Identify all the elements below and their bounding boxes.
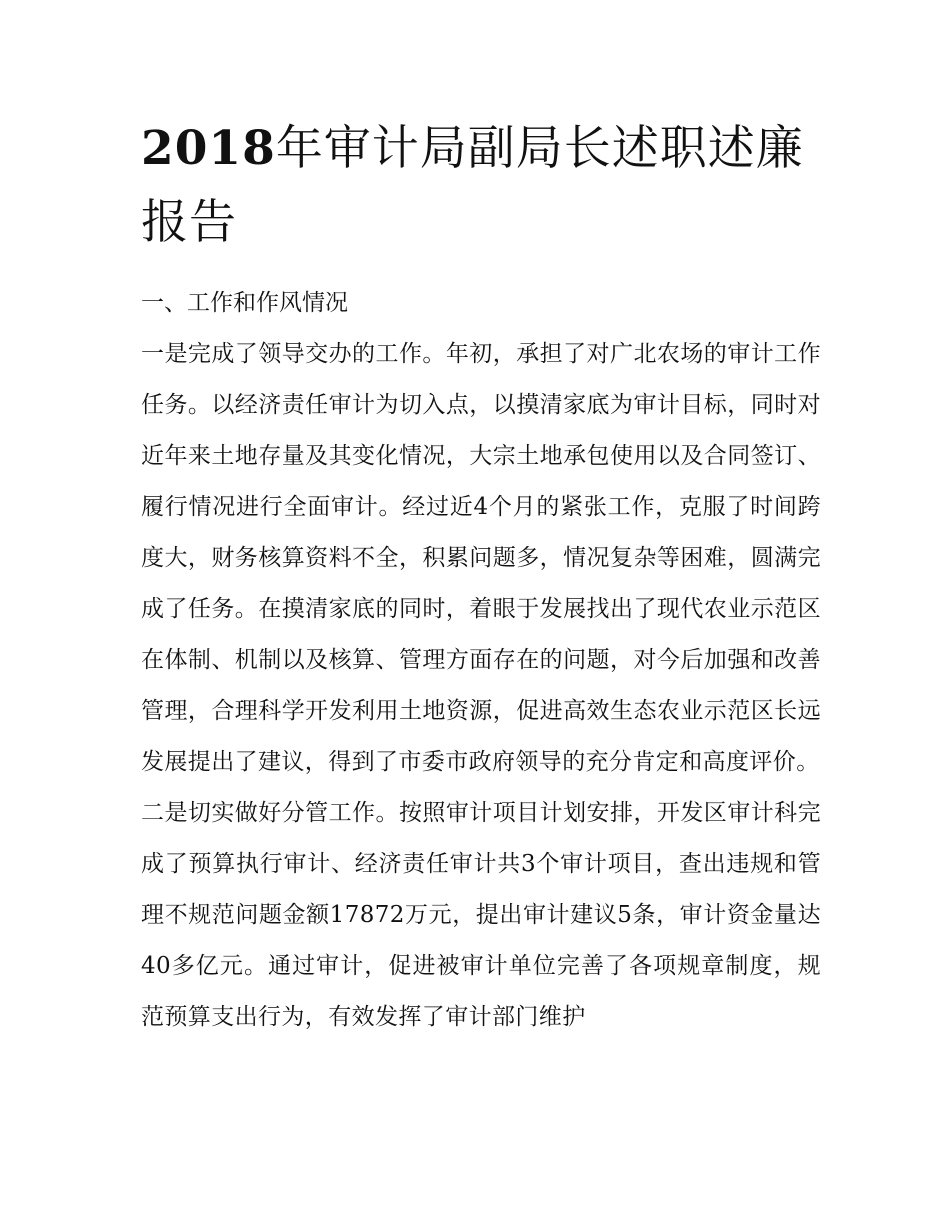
document-body (141, 112, 821, 1043)
paragraph-1: 一是完成了领导交办的工作。年初，承担了对广北农场的审计工作任务。以经济责任审计为切入点，以摸清家底为审计目标，同时对近年来土地存量及其变化情况，大宗土地承包使用以及合同签订、履行情况进行全面审计。经过近4个月的紧张工作，克服了时间跨度大，财务核算资料不全，积累问题多，情况复杂等困难，圆满完成了任务。在摸清家底的同时，着眼于发展找出了现代农业示范区在体制、机制以及核算、管理方面存在的问题，对今后加强和改善管理，合理科学开发利用土地资源，促进高效生态农业示范区长远发展提出了建议，得到了市委市政府领导的充分肯定和高度评价。 (141, 341, 821, 775)
document-title (141, 112, 821, 260)
title-text: 年审计局副局长述职述廉报告 (141, 121, 804, 250)
title-year: 2018 (141, 121, 276, 176)
paragraph-2: 二是切实做好分管工作。按照审计项目计划安排，开发区审计科完成了预算执行审计、经济责任审计共3个审计项目，查出违规和管理不规范问题金额17872万元，提出审计建议5条，审计资金量达40多亿元。通过审计，促进被审计单位完善了各项规章制度，规范预算支出行为，有效发挥了审计部门维护 (141, 800, 821, 1030)
section-heading: 一、工作和作风情况 (141, 290, 348, 316)
